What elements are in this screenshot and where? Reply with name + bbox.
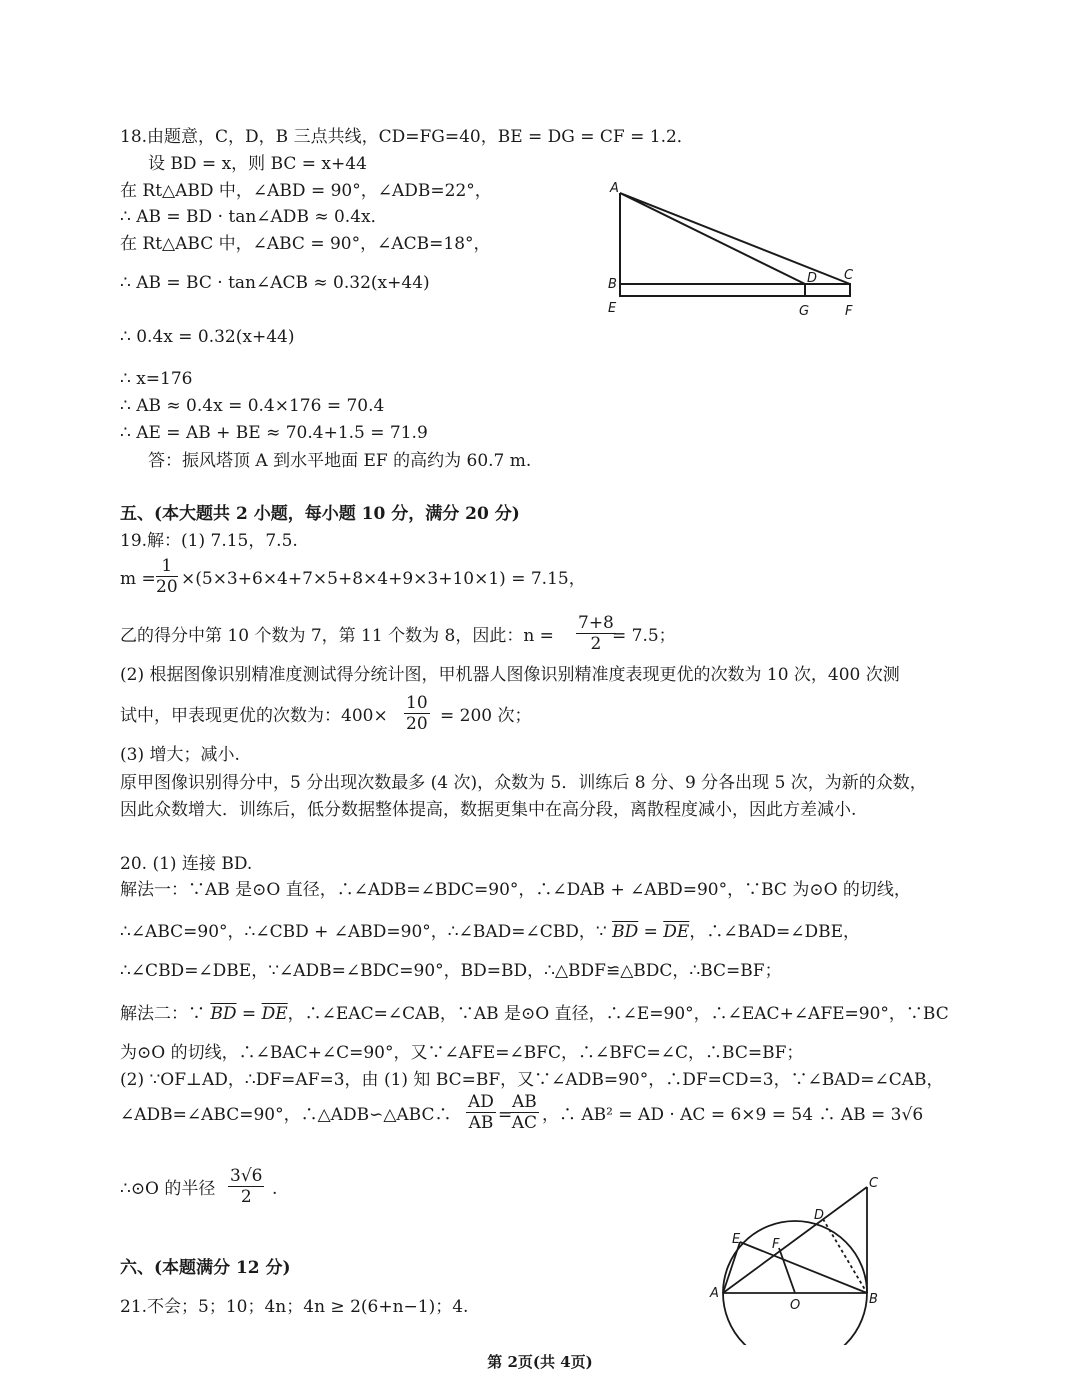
fraction-denominator: AB (468, 1113, 494, 1133)
label-e: E (608, 301, 617, 316)
q20-line-5-pre: 解法二：∵ (120, 1004, 211, 1024)
line-bd-dashed (823, 1219, 867, 1293)
q21-line-1: 21.不会；5；10；4n；4n ≥ 2(6+n−1)；4. (120, 1297, 469, 1317)
q19-400-fraction (404, 693, 430, 734)
page-footer: 第 2页(共 4页) (487, 1353, 593, 1371)
fraction-equals: = (498, 1105, 513, 1125)
line-ac (723, 1187, 867, 1293)
q19-m-fraction (156, 556, 178, 597)
q18-line-9: ∴ AB ≈ 0.4x = 0.4×176 = 70.4 (120, 396, 385, 416)
label-c: C (869, 1176, 879, 1191)
q20-line-8-pre: ∠ADB=∠ABC=90°，∴△ADB∽△ABC∴ (120, 1105, 452, 1125)
q18-answer: 答：振风塔顶 A 到水平地面 EF 的高约为 60.7 m. (148, 451, 532, 471)
q19-line-6: (3) 增大；减小. (120, 745, 240, 765)
fraction-numerator: 3√6 (230, 1166, 263, 1186)
arc-bd-2: $\overline{BD}$ (210, 1004, 237, 1024)
q18-line-10: ∴ AE = AB + BE ≈ 70.4+1.5 = 71.9 (120, 423, 428, 443)
q19-line-1: 19.解：(1) 7.15，7.5. (120, 531, 298, 551)
label-f: F (845, 304, 853, 319)
label-o: O (790, 1298, 801, 1313)
q20-line-2: 解法一：∵AB 是⊙O 直径，∴∠ADB=∠BDC=90°，∴∠DAB + ∠ABD=90°，∵BC 为⊙O 的切线， (120, 880, 911, 900)
q20-line-4: ∴∠CBD=∠DBE，∵∠ADB=∠BDC=90°，BD=BD，∴△BDF≌△BDC，∴BC=BF； (120, 961, 782, 981)
label-b: B (869, 1292, 878, 1307)
q19-m-post: ×(5×3+6×4+7×5+8×4+9×3+10×1) = 7.15， (181, 569, 586, 589)
fraction-denominator: 2 (240, 1187, 252, 1207)
fraction-numerator: 10 (406, 693, 428, 713)
q19-m-pre: m = (120, 569, 156, 589)
section-5-title: 五、(本大题共 2 小题，每小题 10 分，满分 20 分) (120, 504, 520, 524)
label-a: A (610, 181, 619, 196)
equals-sign: = (638, 922, 664, 942)
q19-line-7: 原甲图像识别得分中，5 分出现次数最多 (4 次)，众数为 5．训练后 8 分、9 分各出现 5 次，为新的众数， (120, 773, 927, 793)
ad-ab-fraction (466, 1092, 496, 1133)
arc-bd: $\overline{BD}$ (612, 922, 639, 942)
fraction-numerator: 7+8 (578, 613, 614, 633)
label-f: F (772, 1237, 780, 1252)
q18-line-7: ∴ 0.4x = 0.32(x+44) (120, 327, 295, 347)
q19-line-5-post: = 200 次； (440, 706, 532, 726)
fraction-numerator: 1 (156, 556, 178, 577)
circle-figure (708, 1175, 898, 1345)
fraction-denominator: 20 (406, 714, 428, 734)
label-d: D (807, 271, 818, 286)
fraction-denominator: AC (511, 1113, 538, 1133)
q20-line-5-post: ，∴∠EAC=∠CAB，∵AB 是⊙O 直径，∴∠E=90°，∴∠EAC+∠AFE=90°，∵BC (287, 1004, 949, 1024)
q18-line-4: ∴ AB = BD · tan∠ADB ≈ 0.4x． (120, 207, 388, 227)
q19-line-4: (2) 根据图像识别精准度测试得分统计图，甲机器人图像识别精准度表现更优的次数为 10 次，400 次测 (120, 665, 900, 685)
q20-line-3-pre: ∴∠ABC=90°，∴∠CBD + ∠ABD=90°，∴∠BAD=∠CBD，∵ (120, 922, 613, 942)
fraction-numerator: AB (512, 1092, 537, 1112)
section-6-title: 六、(本题满分 12 分) (120, 1258, 291, 1278)
q18-line-8: ∴ x=176 (120, 369, 193, 389)
q20-line-8-post: ，∴ AB² = AD · AC = 6×9 = 54 ∴ AB = 3√6 (542, 1105, 924, 1125)
q19-n-fraction (576, 613, 616, 654)
q20-line-1: 20. (1) 连接 BD. (120, 854, 253, 874)
line-ae (723, 1242, 740, 1293)
q20-line-3 (120, 921, 860, 943)
q18-line-2: 设 BD = x，则 BC = x+44 (148, 154, 367, 174)
label-c: C (844, 268, 854, 283)
fraction-denominator: 2 (590, 634, 602, 654)
label-a: A (710, 1286, 719, 1301)
q20-line-6: 为⊙O 的切线，∴∠BAC+∠C=90°，又∵∠AFE=∠BFC，∴∠BFC=∠C，∴BC=BF； (120, 1043, 804, 1063)
q18-line-1: 18.由题意，C，D，B 三点共线，CD=FG=40，BE = DG = CF = 1.2． (120, 127, 694, 147)
q19-line-5-pre: 试中，甲表现更优的次数为：400× (120, 706, 388, 726)
label-e: E (732, 1232, 741, 1247)
fraction-denominator: 20 (156, 577, 178, 597)
q18-line-3: 在 Rt△ABD 中，∠ABD = 90°，∠ADB=22°， (120, 181, 492, 201)
fraction-numerator: AD (468, 1092, 494, 1112)
q19-line-3-pre: 乙的得分中第 10 个数为 7，第 11 个数为 8，因此：n = (120, 626, 554, 646)
q20-line-9-post: . (272, 1179, 278, 1199)
q20-line-3-post: ，∴∠BAD=∠DBE， (689, 922, 860, 942)
q20-line-9-pre: ∴⊙O 的半径 (120, 1179, 216, 1199)
q19-line-8: 因此众数增大．训练后，低分数据整体提高，数据更集中在高分段，离散程度减小，因此方差减小. (120, 800, 857, 820)
q20-line-5 (120, 1003, 949, 1025)
q18-line-5: 在 Rt△ABC 中，∠ABC = 90°，∠ACB=18°， (120, 234, 491, 254)
q20-line-7: (2) ∵OF⊥AD，∴DF=AF=3，由 (1) 知 BC=BF，又∵∠ADB=90°，∴DF=CD=3，∵∠BAD=∠CAB， (120, 1070, 944, 1090)
label-b: B (608, 277, 617, 292)
line-ad (620, 193, 805, 284)
arc-de: $\overline{DE}$ (663, 922, 690, 942)
arc-de-2: $\overline{DE}$ (261, 1004, 288, 1024)
q18-line-6: ∴ AB = BC · tan∠ACB ≈ 0.32(x+44) (120, 273, 430, 293)
label-g: G (799, 304, 810, 319)
line-of (779, 1248, 795, 1293)
ab-ac-fraction (510, 1092, 539, 1133)
label-d: D (814, 1208, 825, 1223)
q19-line-3-post: = 7.5； (612, 626, 676, 646)
radius-fraction (228, 1166, 264, 1207)
equals-sign-2: = (236, 1004, 262, 1024)
tower-figure (600, 178, 870, 323)
